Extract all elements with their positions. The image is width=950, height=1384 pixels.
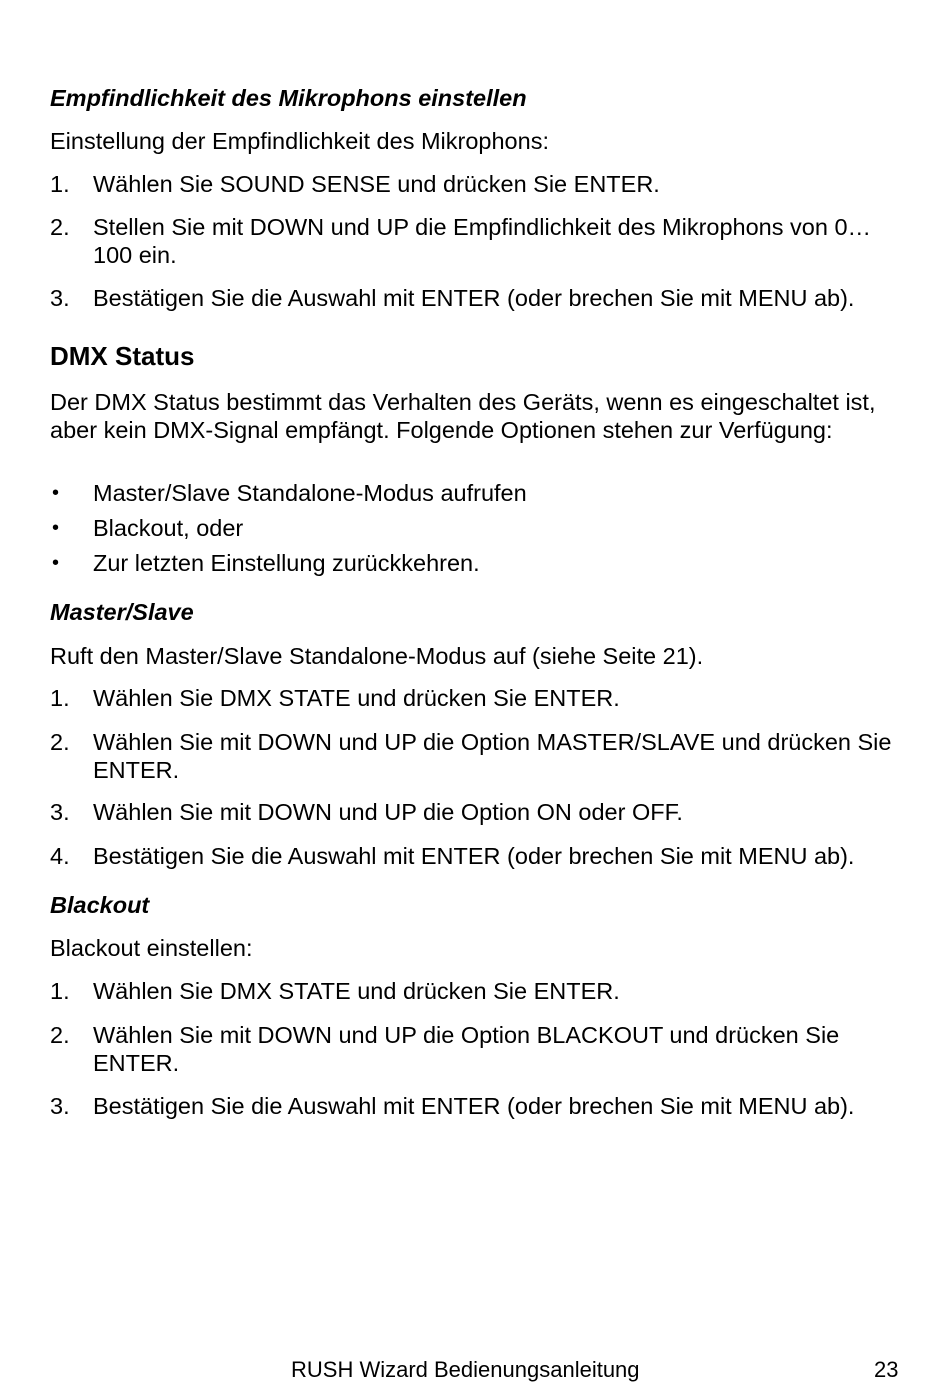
bullet-text: Zur letzten Einstellung zurückkehren. (93, 550, 480, 576)
list-text: Wählen Sie SOUND SENSE und drücken Sie ENTER. (93, 171, 660, 197)
list-text: Wählen Sie mit DOWN und UP die Option MASTER/SLAVE und drücken Sie ENTER. (93, 729, 892, 783)
list-number: 2. (50, 214, 70, 240)
section-heading-mikrophon: Empfindlichkeit des Mikrophons einstellen (50, 85, 527, 111)
list-item (50, 213, 910, 269)
section-intro-dmx-status: Der DMX Status bestimmt das Verhalten des Geräts, wenn es eingeschaltet ist, aber kein DMX-Signal empfängt. Folgende Optionen stehen zur Verfügung: (50, 389, 876, 443)
list-number: 1. (50, 171, 70, 197)
bullet-text: Blackout, oder (93, 515, 244, 541)
list-text: Bestätigen Sie die Auswahl mit ENTER (oder brechen Sie mit MENU ab). (93, 285, 855, 311)
section-intro-master-slave: Ruft den Master/Slave Standalone-Modus auf (siehe Seite 21). (50, 643, 704, 669)
list-number: 3. (50, 285, 70, 311)
list-item (50, 684, 910, 712)
list-number: 1. (50, 978, 70, 1004)
section-intro-mikrophon: Einstellung der Empfindlichkeit des Mikrophons: (50, 128, 549, 154)
page-number: 23 (874, 1357, 899, 1382)
bullet-icon: • (52, 517, 60, 539)
list-item (50, 170, 910, 198)
bullet-icon: • (52, 552, 60, 574)
list-number: 2. (50, 729, 70, 755)
list-text: Wählen Sie DMX STATE und drücken Sie ENTER. (93, 978, 620, 1004)
list-text: Bestätigen Sie die Auswahl mit ENTER (oder brechen Sie mit MENU ab). (93, 843, 855, 869)
section-heading-dmx-status: DMX Status (50, 341, 195, 371)
list-item (50, 798, 910, 826)
bullet-item (50, 514, 243, 542)
list-text: Wählen Sie DMX STATE und drücken Sie ENTER. (93, 685, 620, 711)
list-text: Wählen Sie mit DOWN und UP die Option BLACKOUT und drücken Sie ENTER. (93, 1022, 840, 1076)
list-item (50, 1092, 910, 1120)
list-item (50, 977, 910, 1005)
section-heading-blackout: Blackout (50, 892, 150, 918)
list-item (50, 842, 910, 870)
list-item (50, 1021, 910, 1077)
list-text: Bestätigen Sie die Auswahl mit ENTER (oder brechen Sie mit MENU ab). (93, 1093, 855, 1119)
footer-title: RUSH Wizard Bedienungsanleitung (291, 1357, 640, 1382)
bullet-item (50, 549, 480, 577)
list-text: Stellen Sie mit DOWN und UP die Empfindlichkeit des Mikrophons von 0…100 ein. (93, 214, 872, 268)
section-intro-blackout: Blackout einstellen: (50, 935, 253, 961)
list-text: Wählen Sie mit DOWN und UP die Option ON oder OFF. (93, 799, 683, 825)
list-number: 3. (50, 1093, 70, 1119)
list-item (50, 284, 910, 312)
list-number: 4. (50, 843, 70, 869)
list-number: 2. (50, 1022, 70, 1048)
bullet-text: Master/Slave Standalone-Modus aufrufen (93, 480, 527, 506)
list-number: 3. (50, 799, 70, 825)
bullet-item (50, 479, 527, 507)
list-number: 1. (50, 685, 70, 711)
bullet-icon: • (52, 482, 60, 504)
section-heading-master-slave: Master/Slave (50, 599, 194, 625)
list-item (50, 728, 910, 784)
